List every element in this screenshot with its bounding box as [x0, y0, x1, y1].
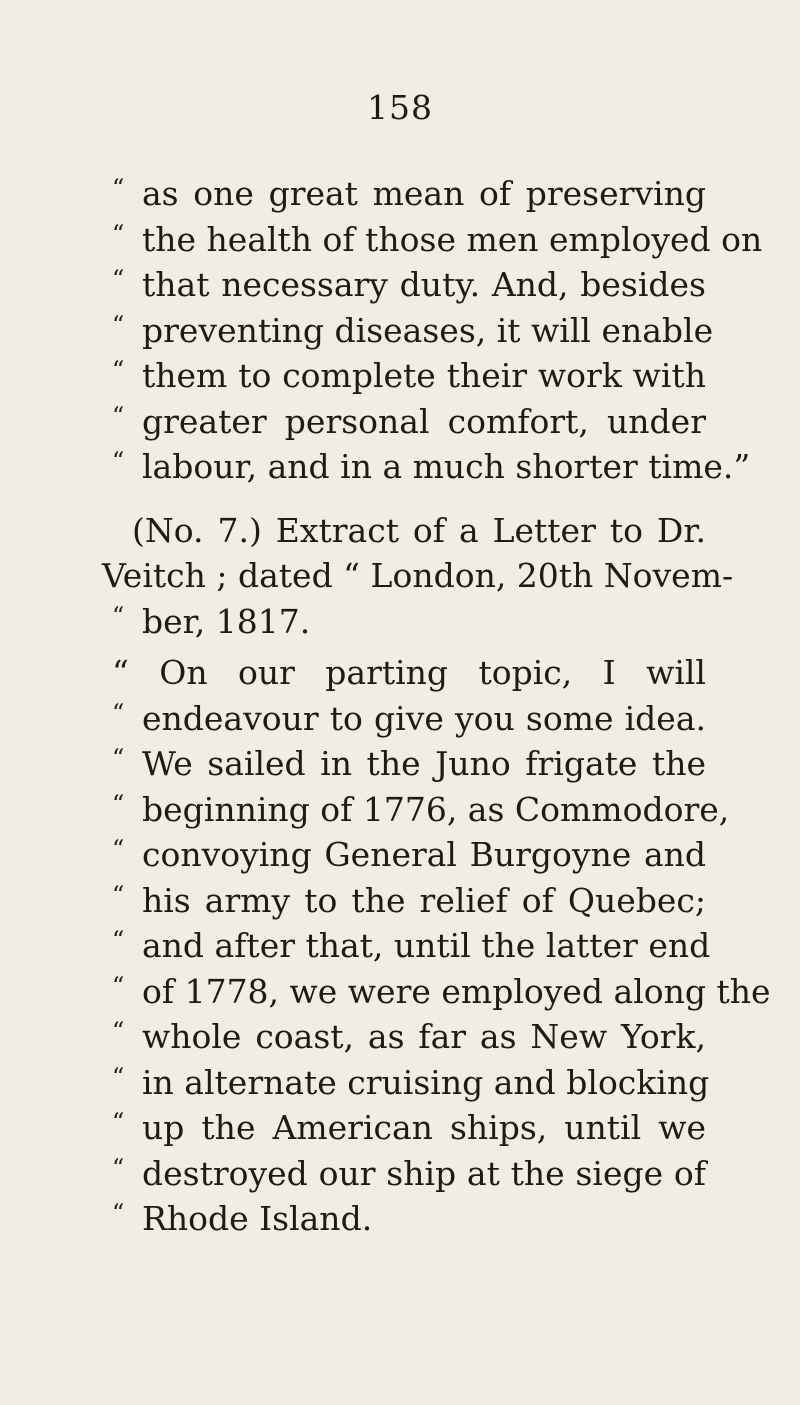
text-line	[112, 878, 706, 924]
line-text: them to complete their work with	[142, 356, 706, 395]
quote-mark: “	[112, 174, 125, 202]
line-text: as one great mean of preserving	[142, 174, 706, 213]
text-line	[112, 1014, 706, 1060]
line-text: beginning of 1776, as Commodore,	[142, 790, 730, 829]
line-text: the health of those men employed on	[142, 220, 763, 259]
text-line	[112, 1105, 706, 1151]
text-line	[112, 444, 751, 490]
text-line	[112, 399, 706, 445]
text-line	[112, 923, 711, 969]
quote-mark: “	[112, 926, 125, 954]
line-text: in alternate cruising and blocking	[142, 1063, 710, 1102]
quote-mark: “	[112, 311, 125, 339]
quote-mark: “	[112, 356, 125, 384]
quote-mark: “	[112, 265, 125, 293]
line-text: “ On our parting topic, I will	[112, 653, 706, 692]
text-line	[112, 696, 706, 742]
text-line	[112, 217, 763, 263]
page-number: 158	[367, 88, 433, 127]
quote-mark: “	[112, 602, 125, 630]
line-text: his army to the relief of Quebec;	[142, 881, 706, 920]
line-text: preventing diseases, it will enable	[142, 311, 714, 350]
text-line	[112, 308, 714, 354]
text-line	[102, 553, 734, 599]
text-line	[112, 969, 771, 1015]
line-text: convoying General Burgoyne and	[142, 835, 706, 874]
quote-mark: “	[112, 972, 125, 1000]
quote-mark: “	[112, 881, 125, 909]
line-text: Veitch ; dated “ London, 20th Novem-	[102, 556, 734, 595]
text-line	[112, 1196, 706, 1242]
text-line	[112, 599, 706, 645]
quote-mark: “	[112, 1108, 125, 1136]
text-line	[112, 1151, 706, 1197]
quote-mark: “	[112, 835, 125, 863]
quote-mark: “	[112, 1199, 125, 1227]
text-line	[112, 262, 706, 308]
line-text: endeavour to give you some idea.	[142, 699, 706, 738]
text-line	[112, 741, 706, 787]
quote-mark: “	[112, 402, 125, 430]
line-text: destroyed our ship at the siege of	[142, 1154, 706, 1193]
line-text: labour, and in a much shorter time.”	[142, 447, 751, 486]
text-line	[112, 650, 706, 696]
line-text: ber, 1817.	[142, 602, 311, 641]
quote-mark: “	[112, 220, 125, 248]
line-text: Rhode Island.	[142, 1199, 373, 1238]
quote-mark: “	[112, 447, 125, 475]
quote-mark: “	[112, 1154, 125, 1182]
line-text: that necessary duty. And, besides	[142, 265, 706, 304]
text-line	[102, 508, 706, 554]
line-text: (No. 7.) Extract of a Letter to Dr.	[132, 511, 706, 550]
text-line	[112, 353, 706, 399]
quote-mark: “	[112, 744, 125, 772]
text-line	[112, 1060, 710, 1106]
line-text: greater personal comfort, under	[142, 402, 706, 441]
quote-mark: “	[112, 790, 125, 818]
text-line	[112, 832, 706, 878]
line-text: We sailed in the Juno frigate the	[142, 744, 706, 783]
text-line	[112, 171, 706, 217]
line-text: and after that, until the latter end	[142, 926, 711, 965]
line-text: of 1778, we were employed along the	[142, 972, 771, 1011]
quote-mark: “	[112, 1063, 125, 1091]
quote-mark: “	[112, 699, 125, 727]
text-line	[112, 787, 730, 833]
line-text: up the American ships, until we	[142, 1108, 706, 1147]
quote-mark: “	[112, 1017, 125, 1045]
line-text: whole coast, as far as New York,	[142, 1017, 706, 1056]
